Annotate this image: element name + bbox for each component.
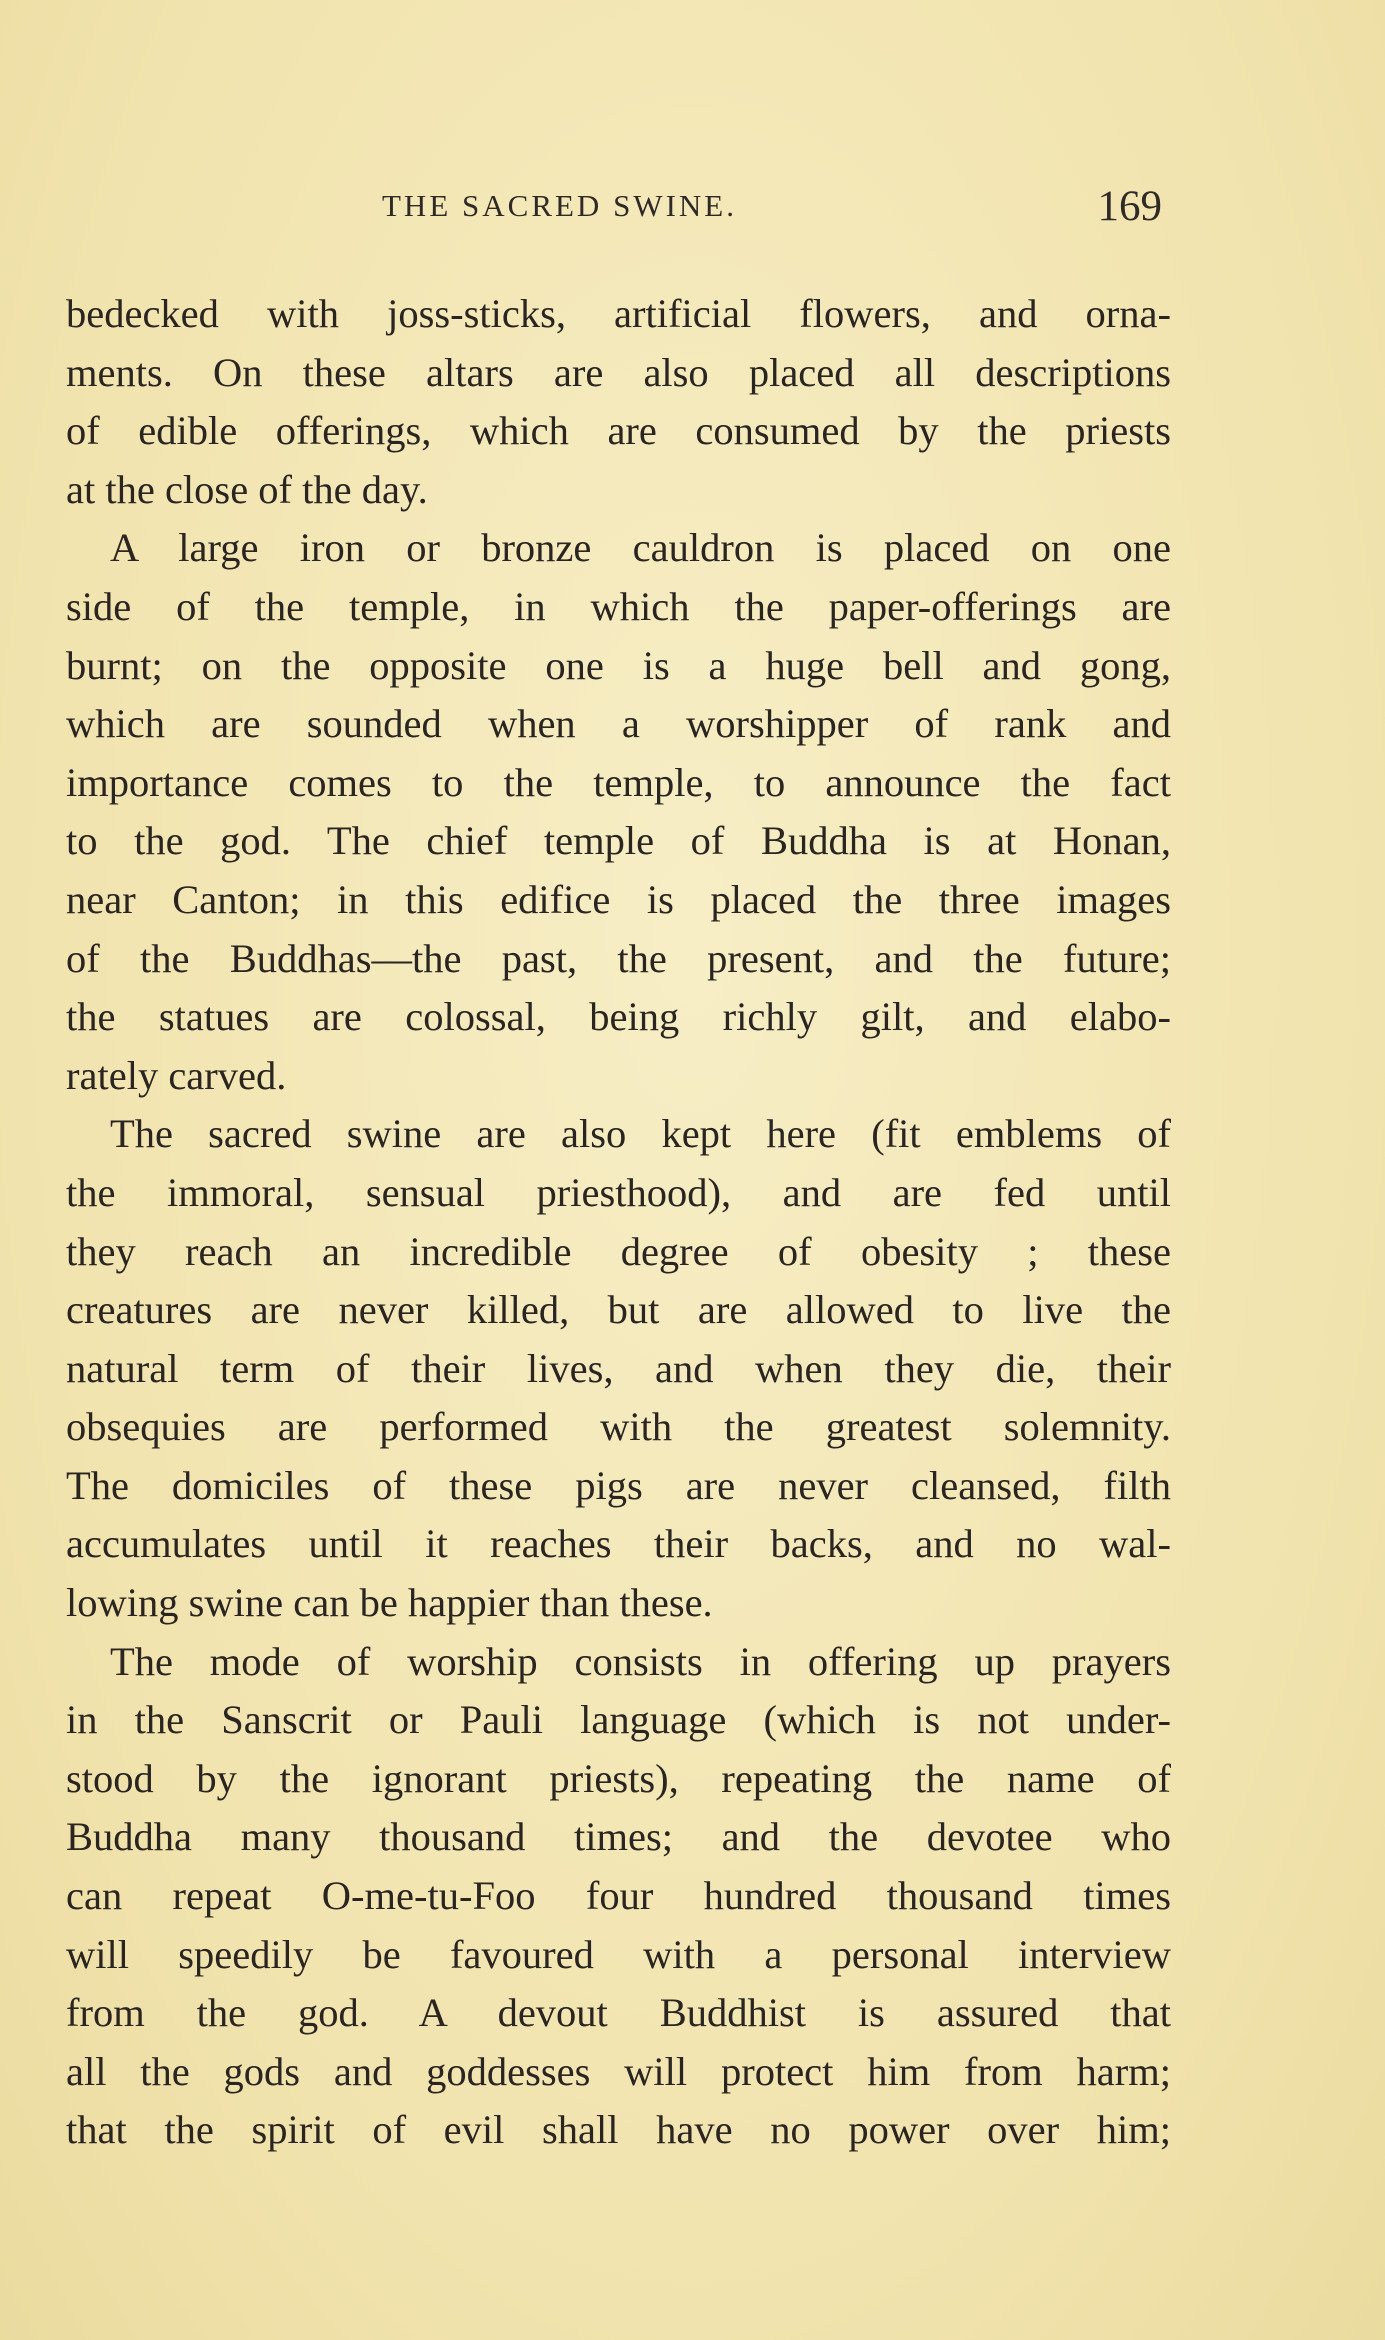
text-line: The mode of worship consists in offering up prayers bbox=[110, 1638, 1171, 1684]
text-line: at the close of the day. bbox=[66, 466, 428, 512]
text-line: can repeat O-me-tu-Foo four hundred thousand times bbox=[66, 1873, 1171, 1919]
running-title: THE SACRED SWINE. bbox=[382, 188, 737, 223]
text-line: lowing swine can be happier than these. bbox=[66, 1580, 713, 1626]
text-line: obsequies are performed with the greatest solemnity. bbox=[66, 1404, 1171, 1450]
text-line: that the spirit of evil shall have no power over him; bbox=[66, 2107, 1171, 2153]
text-line: creatures are never killed, but are allowed to live the bbox=[66, 1287, 1171, 1333]
text-line: ments. On these altars are also placed all descriptions bbox=[66, 349, 1171, 395]
text-line: will speedily be favoured with a personal interview bbox=[66, 1931, 1171, 1977]
text-line: bedecked with joss-sticks, artificial flowers, and orna- bbox=[66, 291, 1171, 336]
text-line: which are sounded when a worshipper of rank and bbox=[66, 701, 1171, 747]
text-line: burnt; on the opposite one is a huge bell and gong, bbox=[66, 642, 1171, 688]
page-number: 169 bbox=[1097, 183, 1162, 230]
text-line: natural term of their lives, and when they die, their bbox=[66, 1345, 1171, 1391]
text-line: to the god. The chief temple of Buddha is at Honan, bbox=[66, 818, 1171, 864]
text-line: in the Sanscrit or Pauli language (which is not under- bbox=[66, 1697, 1171, 1743]
text-line: side of the temple, in which the paper-offerings are bbox=[66, 583, 1171, 629]
text-line: near Canton; in this edifice is placed the three images bbox=[66, 876, 1171, 922]
text-line: rately carved. bbox=[66, 1052, 287, 1098]
text-line: of edible offerings, which are consumed by the priests bbox=[66, 408, 1171, 454]
text-line: the statues are colossal, being richly gilt, and elabo- bbox=[66, 994, 1171, 1040]
body-text bbox=[66, 285, 1171, 2160]
running-head bbox=[382, 183, 1162, 238]
text-line: they reach an incredible degree of obesity ; these bbox=[66, 1228, 1171, 1274]
text-line: accumulates until it reaches their backs, and no wal- bbox=[66, 1521, 1171, 1567]
text-line: The domiciles of these pigs are never cleansed, filth bbox=[66, 1462, 1171, 1508]
text-line: stood by the ignorant priests), repeating the name of bbox=[66, 1755, 1171, 1801]
text-line: from the god. A devout Buddhist is assured that bbox=[66, 1990, 1171, 2036]
text-line: the immoral, sensual priesthood), and are fed until bbox=[66, 1169, 1171, 1215]
text-line: all the gods and goddesses will protect him from harm; bbox=[66, 2048, 1171, 2094]
text-line: The sacred swine are also kept here (fit emblems of bbox=[110, 1111, 1171, 1157]
text-line: Buddha many thousand times; and the devotee who bbox=[66, 1814, 1171, 1860]
text-line: of the Buddhas—the past, the present, and the future; bbox=[66, 935, 1171, 981]
text-line: importance comes to the temple, to announce the fact bbox=[66, 759, 1171, 805]
text-line: A large iron or bronze cauldron is placed on one bbox=[110, 525, 1171, 571]
